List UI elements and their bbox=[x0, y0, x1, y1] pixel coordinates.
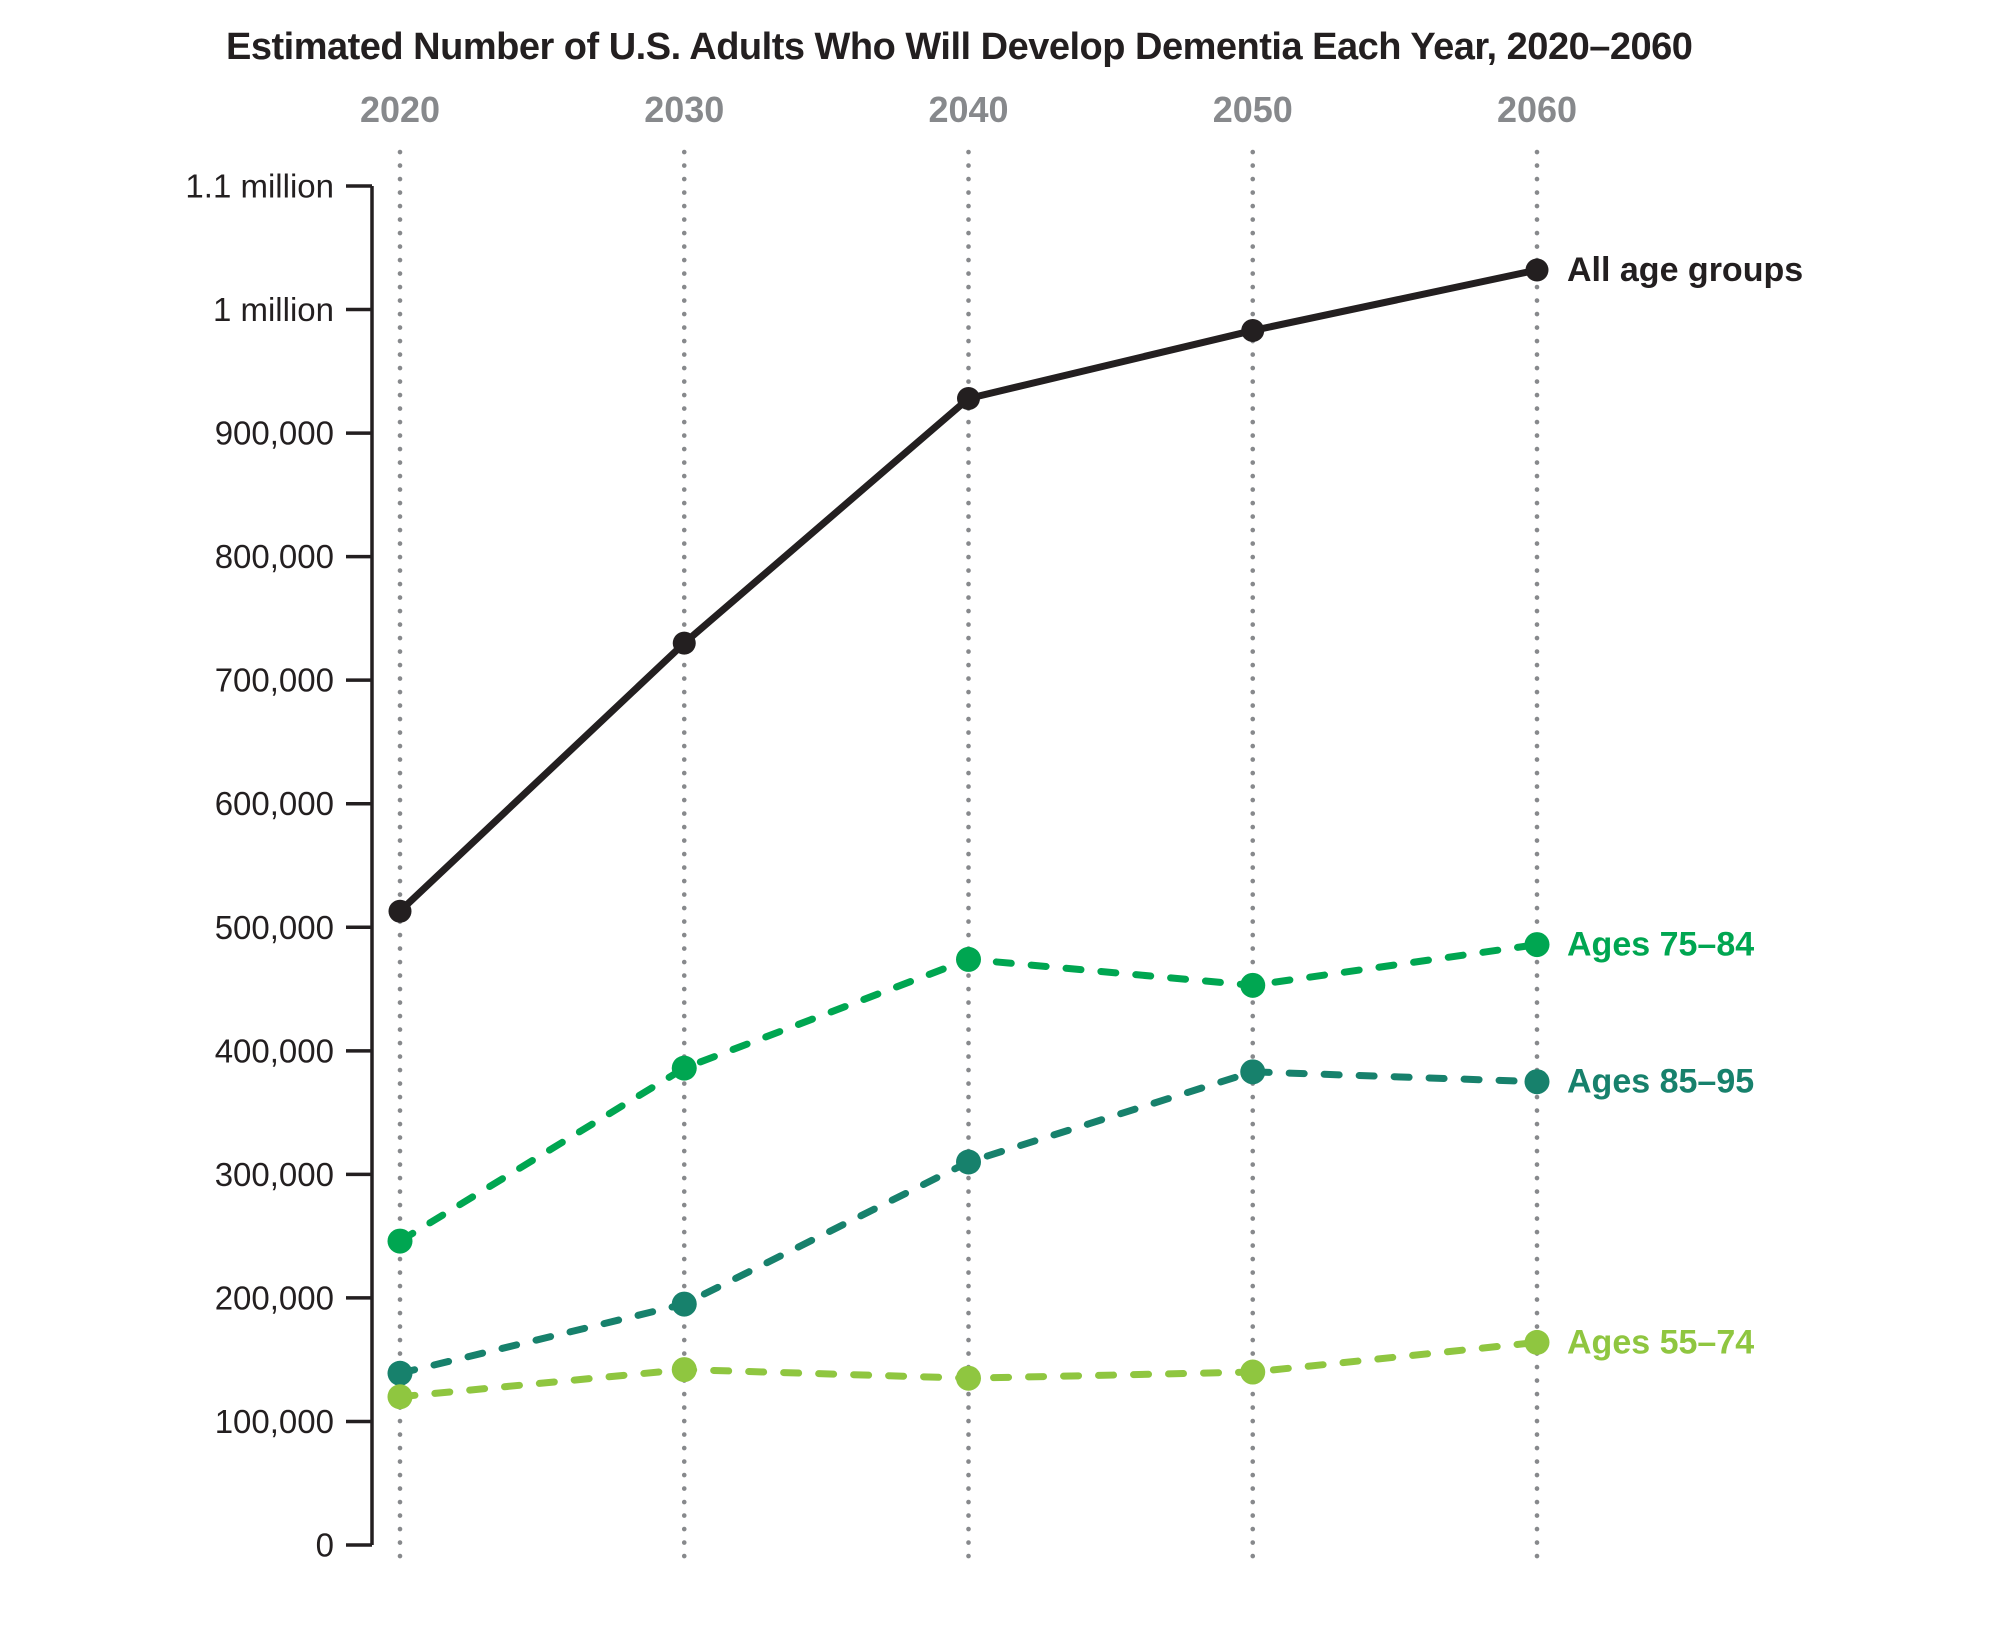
year-label-2040: 2040 bbox=[928, 89, 1009, 130]
series-point-ages-55-74-2020 bbox=[388, 1384, 413, 1409]
y-tick-label-700000: 700,000 bbox=[214, 661, 334, 699]
y-tick-label-200000: 200,000 bbox=[214, 1279, 334, 1317]
y-tick-label-400000: 400,000 bbox=[214, 1032, 334, 1070]
series-point-all-age-groups-2060 bbox=[1526, 259, 1549, 282]
year-label-2030: 2030 bbox=[644, 89, 725, 130]
series-point-all-age-groups-2030 bbox=[673, 632, 696, 655]
series-label-ages-75-84: Ages 75–84 bbox=[1567, 925, 1755, 964]
series-point-ages-55-74-2040 bbox=[956, 1366, 981, 1391]
series-point-ages-75-84-2060 bbox=[1525, 932, 1550, 957]
series-label-ages-85-95: Ages 85–95 bbox=[1567, 1062, 1755, 1101]
series-point-ages-85-95-2060 bbox=[1525, 1069, 1550, 1094]
series-point-ages-85-95-2050 bbox=[1240, 1059, 1265, 1084]
y-tick-label-1000000: 1 million bbox=[212, 291, 334, 329]
series-point-ages-75-84-2040 bbox=[956, 947, 981, 972]
series-point-all-age-groups-2050 bbox=[1241, 319, 1264, 342]
series-point-all-age-groups-2020 bbox=[389, 900, 412, 923]
series-point-ages-55-74-2060 bbox=[1525, 1330, 1550, 1355]
series-point-ages-75-84-2030 bbox=[672, 1056, 697, 1081]
series-point-ages-85-95-2030 bbox=[672, 1292, 697, 1317]
series-label-all-age-groups: All age groups bbox=[1567, 251, 1804, 290]
series-label-ages-55-74: Ages 55–74 bbox=[1567, 1323, 1755, 1362]
y-tick-label-300000: 300,000 bbox=[214, 1155, 334, 1193]
y-tick-label-600000: 600,000 bbox=[214, 785, 334, 823]
y-tick-label-900000: 900,000 bbox=[214, 414, 334, 452]
series-point-ages-55-74-2030 bbox=[672, 1357, 697, 1382]
y-tick-label-800000: 800,000 bbox=[214, 538, 334, 576]
series-point-ages-85-95-2040 bbox=[956, 1150, 981, 1175]
y-tick-label-0: 0 bbox=[315, 1526, 334, 1564]
y-tick-label-1100000: 1.1 million bbox=[185, 167, 334, 205]
chart-title: Estimated Number of U.S. Adults Who Will Develop Dementia Each Year, 2020–2060 bbox=[226, 26, 1693, 68]
series-point-ages-75-84-2050 bbox=[1240, 973, 1265, 998]
year-label-2060: 2060 bbox=[1496, 89, 1578, 130]
year-label-2050: 2050 bbox=[1212, 89, 1293, 130]
y-tick-label-100000: 100,000 bbox=[214, 1402, 334, 1440]
series-point-ages-75-84-2020 bbox=[388, 1229, 413, 1254]
series-point-all-age-groups-2040 bbox=[957, 387, 980, 410]
series-point-ages-55-74-2050 bbox=[1240, 1360, 1265, 1385]
y-tick-label-500000: 500,000 bbox=[214, 908, 334, 946]
year-label-2020: 2020 bbox=[359, 89, 441, 130]
series-point-ages-85-95-2020 bbox=[388, 1361, 413, 1386]
